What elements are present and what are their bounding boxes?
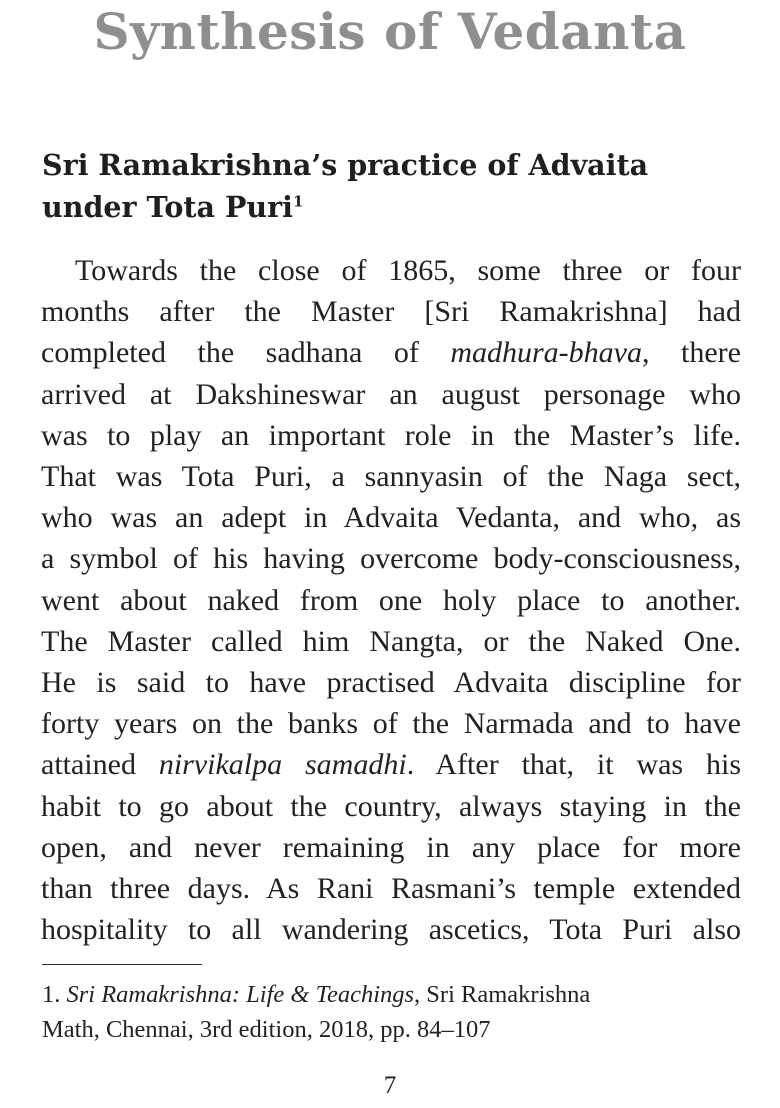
body-text-run: attained [41, 748, 159, 782]
footnote-number: 1. [42, 981, 61, 1008]
body-line: forty years on the banks of the Narmada and to have [41, 707, 741, 741]
body-text-run: , there [642, 336, 741, 370]
footnote-text: , Sri Ramakrishna [414, 981, 591, 1008]
body-line: Towards the close of 1865, some three or four [75, 254, 741, 287]
italic-term: madhura-bhava [450, 336, 642, 370]
footnote [42, 977, 742, 1047]
section-heading-line-1: Sri Ramakrishna’s practice of Advaita [42, 148, 649, 182]
body-line: arrived at Dakshineswar an august personage who [41, 377, 741, 411]
body-line: habit to go about the country, always staying in the [41, 789, 741, 823]
body-line: a symbol of his having overcome body-consciousness, [41, 542, 741, 576]
body-line: was to play an important role in the Master’s life. [41, 418, 741, 452]
section-heading-line-2: under Tota Puri [42, 190, 293, 224]
italic-term: nirvikalpa samadhi [158, 748, 407, 782]
page-title: Synthesis of Vedanta [93, 2, 687, 61]
footnote-reference: 1 [292, 192, 304, 211]
body-line: He is said to have practised Advaita discipline for [41, 666, 741, 700]
body-line: The Master called him Nangta, or the Naked One. [41, 624, 741, 658]
body-line: That was Tota Puri, a sannyasin of the Naga sect, [41, 460, 741, 494]
footnote-source-title: Sri Ramakrishna: Life & Teachings [66, 981, 415, 1008]
body-line [41, 332, 741, 373]
body-line: open, and never remaining in any place for more [41, 830, 741, 864]
body-line [41, 744, 741, 785]
body-line: who was an adept in Advaita Vedanta, and who, as [41, 501, 741, 535]
body-line: hospitality to all wandering ascetics, Tota Puri also [41, 913, 741, 947]
body-line: than three days. As Rani Rasmani’s temple extended [41, 872, 741, 906]
footnote-line-1 [42, 977, 742, 1012]
footnote-divider [42, 964, 202, 965]
body-text-run: . After that, it was his [406, 748, 741, 782]
body-paragraph [41, 250, 741, 950]
footnote-line-2: Math, Chennai, 3rd edition, 2018, pp. 84–107 [42, 1016, 491, 1043]
body-line: went about naked from one holy place to another. [41, 583, 741, 617]
page-number: 7 [383, 1072, 397, 1099]
section-heading [42, 144, 742, 228]
body-text-run: completed the sadhana of [41, 336, 451, 370]
body-line: months after the Master [Sri Ramakrishna] had [41, 295, 741, 329]
